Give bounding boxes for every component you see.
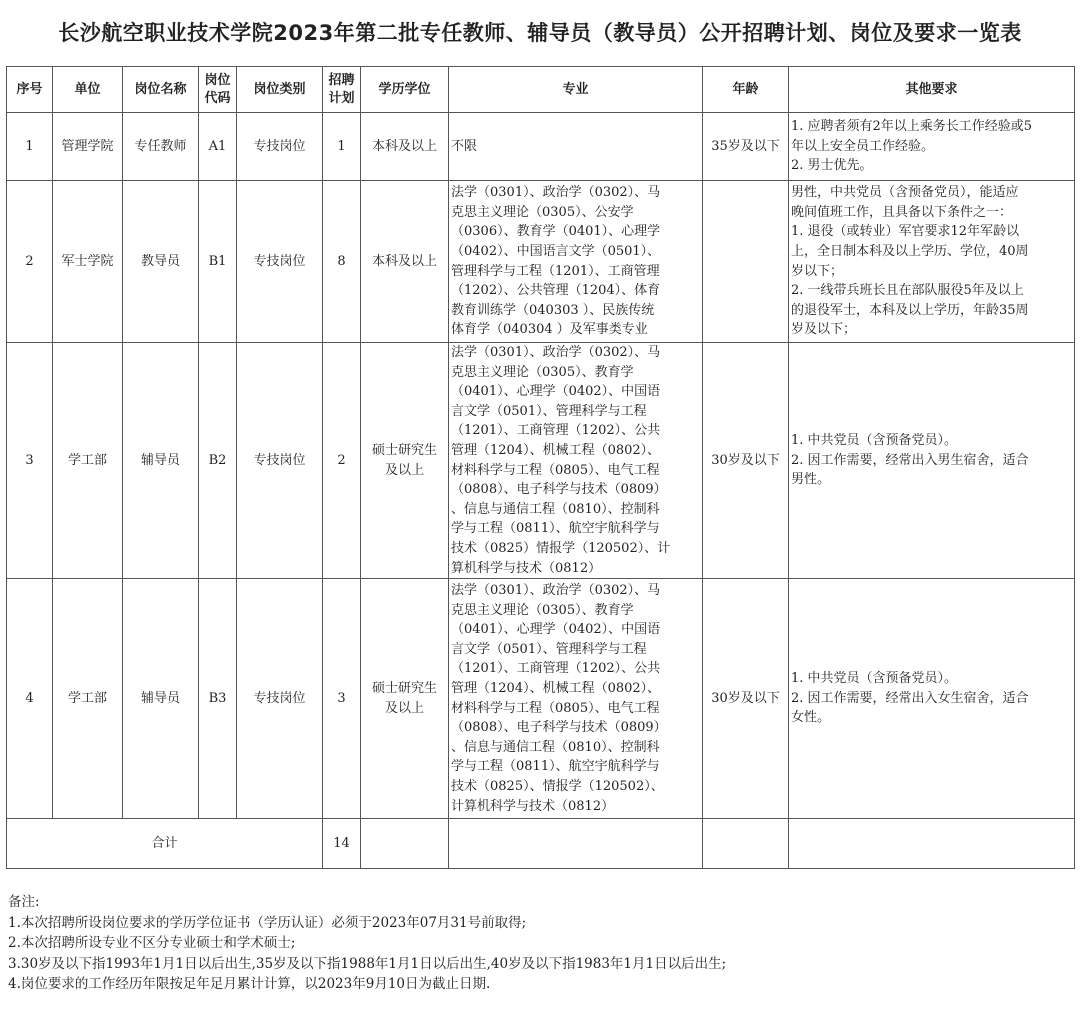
cell-major: 法学（0301）、政治学（0302）、马 克思主义理论（0305）、公安学 （0306）、教育学（0401）、心理学 （0402）、中国语言文学（0501）、 管理科学与工程（1201）、工商管理 （1202）、公共管理（1204）、体育 教育训练学（040303 ）、民族传统 体育学（040304 ）及军事类专业 <box>449 181 703 343</box>
cell-age: 30岁及以下 <box>703 579 789 819</box>
header-other: 其他要求 <box>789 67 1075 113</box>
header-age: 年龄 <box>703 67 789 113</box>
page-title: 长沙航空职业技术学院2023年第二批专任教师、辅导员（教导员）公开招聘计划、岗位及要求一览表 <box>58 21 1022 45</box>
total-label: 合计 <box>7 819 323 869</box>
header-seq: 序号 <box>7 67 53 113</box>
header-position-code: 岗位 代码 <box>199 67 237 113</box>
cell-unit: 军士学院 <box>53 181 123 343</box>
recruitment-table <box>6 66 1075 869</box>
cell-age <box>703 181 789 343</box>
cell-position-type: 专技岗位 <box>237 181 323 343</box>
cell-position-code: B3 <box>199 579 237 819</box>
cell-education: 硕士研究生 及以上 <box>361 343 449 579</box>
cell-age: 30岁及以下 <box>703 343 789 579</box>
header-major: 专业 <box>449 67 703 113</box>
total-row <box>7 819 1075 869</box>
cell-age: 35岁及以下 <box>703 113 789 181</box>
header-position-name: 岗位名称 <box>123 67 199 113</box>
cell-other: 1. 中共党员（含预备党员）。 2. 因工作需要，经常出入男生宿舍，适合 男性。 <box>789 343 1075 579</box>
cell-seq: 3 <box>7 343 53 579</box>
cell-major: 不限 <box>449 113 703 181</box>
cell-other: 男性，中共党员（含预备党员），能适应 晚间值班工作，且具备以下条件之一： 1. 退役（或转业）军官要求12年军龄以 上，全日制本科及以上学历、学位，40周 岁以下； 2. 一线带兵班长且在部队服役5年及以上 的退役军士，本科及以上学历，年龄35周 岁及以下； <box>789 181 1075 343</box>
total-value: 14 <box>323 819 361 869</box>
notes-section <box>8 892 1068 995</box>
cell-position-code: B1 <box>199 181 237 343</box>
note-item: 3.30岁及以下指1993年1月1日以后出生,35岁及以下指1988年1月1日以后出生,40岁及以下指1983年1月1日以后出生; <box>8 955 727 972</box>
header-unit: 单位 <box>53 67 123 113</box>
table-row <box>7 181 1075 343</box>
cell-plan: 2 <box>323 343 361 579</box>
cell-unit: 管理学院 <box>53 113 123 181</box>
notes-heading: 备注: <box>8 894 40 910</box>
cell-seq: 2 <box>7 181 53 343</box>
cell-position-code: A1 <box>199 113 237 181</box>
header-position-type: 岗位类别 <box>237 67 323 113</box>
cell-other: 1. 应聘者须有2年以上乘务长工作经验或5 年以上安全员工作经验。 2. 男士优先。 <box>789 113 1075 181</box>
cell-unit: 学工部 <box>53 343 123 579</box>
note-item: 1.本次招聘所设岗位要求的学历学位证书（学历认证）必须于2023年07月31号前取得; <box>8 914 527 931</box>
cell-major: 法学（0301）、政治学（0302）、马 克思主义理论（0305）、教育学 （0401）、心理学（0402）、中国语 言文学（0501）、管理科学与工程 （1201）、工商管理（1202）、公共 管理（1204）、机械工程（0802）、 材料科学与工程（0805）、电气工程 （0808）、电子科学与技术（0809） 、信息与通信工程（0810）、控制科 学与工程（0811）、航空宇航科学与 技术（0825）、情报学（120502）、 计算机科学与技术（0812） <box>449 579 703 819</box>
table-row <box>7 343 1075 579</box>
cell-education: 本科及以上 <box>361 113 449 181</box>
empty-cell <box>361 819 449 869</box>
header-education: 学历学位 <box>361 67 449 113</box>
header-row <box>7 67 1075 113</box>
cell-major: 法学（0301）、政治学（0302）、马 克思主义理论（0305）、教育学 （0401）、心理学（0402）、中国语 言文学（0501）、管理科学与工程 （1201）、工商管理（1202）、公共 管理（1204）、机械工程（0802）、 材料科学与工程（0805）、电气工程 （0808）、电子科学与技术（0809） 、信息与通信工程（0810）、控制科 学与工程（0811）、航空宇航科学与 技术（0825）情报学（120502）、计 算机科学与技术（0812） <box>449 343 703 579</box>
cell-seq: 4 <box>7 579 53 819</box>
cell-position-code: B2 <box>199 343 237 579</box>
cell-education: 本科及以上 <box>361 181 449 343</box>
cell-position-name: 专任教师 <box>123 113 199 181</box>
cell-seq: 1 <box>7 113 53 181</box>
cell-plan: 8 <box>323 181 361 343</box>
empty-cell <box>703 819 789 869</box>
header-plan: 招聘 计划 <box>323 67 361 113</box>
note-item: 2.本次招聘所设专业不区分专业硕士和学术硕士; <box>8 935 296 951</box>
cell-education: 硕士研究生 及以上 <box>361 579 449 819</box>
cell-position-type: 专技岗位 <box>237 343 323 579</box>
cell-position-name: 辅导员 <box>123 579 199 819</box>
empty-cell <box>449 819 703 869</box>
note-item: 4.岗位要求的工作经历年限按足年足月累计计算，以2023年9月10日为截止日期. <box>8 976 491 992</box>
table-row <box>7 579 1075 819</box>
cell-other: 1. 中共党员（含预备党员）。 2. 因工作需要，经常出入女生宿舍，适合 女性。 <box>789 579 1075 819</box>
cell-position-name: 辅导员 <box>123 343 199 579</box>
cell-unit: 学工部 <box>53 579 123 819</box>
cell-plan: 1 <box>323 113 361 181</box>
cell-position-type: 专技岗位 <box>237 579 323 819</box>
cell-position-name: 教导员 <box>123 181 199 343</box>
cell-plan: 3 <box>323 579 361 819</box>
table-row <box>7 113 1075 181</box>
empty-cell <box>789 819 1075 869</box>
cell-position-type: 专技岗位 <box>237 113 323 181</box>
